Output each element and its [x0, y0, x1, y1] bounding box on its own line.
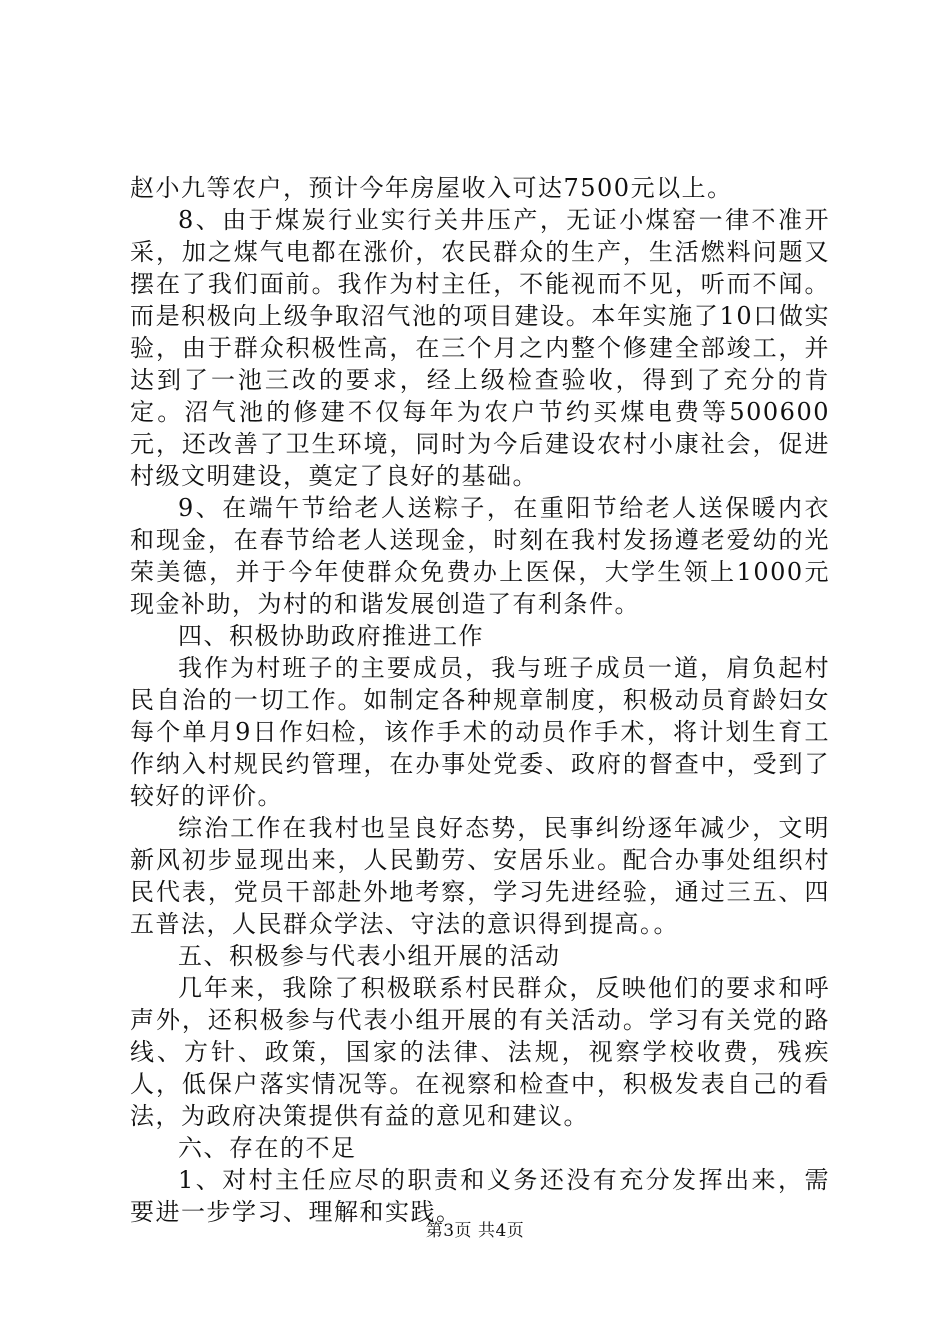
section-heading: 四、积极协助政府推进工作	[178, 622, 484, 650]
paragraph: 1、对村主任应尽的职责和义务还没有充分发挥出来，需要进一步学习、理解和实践。	[130, 1166, 830, 1226]
paragraph: 综治工作在我村也呈良好态势，民事纠纷逐年减少，文明新风初步显现出来，人民勤劳、安居乐业。配合办事处组织村民代表，党员干部赴外地考察，学习先进经验，通过三五、四五普法，人民群众学法、守法的意识得到提高。。	[130, 814, 830, 938]
section-heading: 六、存在的不足	[178, 1134, 357, 1162]
paragraph: 几年来，我除了积极联系村民群众，反映他们的要求和呼声外，还积极参与代表小组开展的有关活动。学习有关党的路线、方针、政策，国家的法律、法规，视察学校收费，残疾人，低保户落实情况等。在视察和检查中，积极发表自己的看法，为政府决策提供有益的意见和建议。	[130, 974, 830, 1130]
section-heading: 五、积极参与代表小组开展的活动	[178, 942, 561, 970]
paragraph: 赵小九等农户，预计今年房屋收入可达7500元以上。	[130, 174, 733, 202]
paragraph: 9、在端午节给老人送粽子，在重阳节给老人送保暖内衣和现金，在春节给老人送现金，时刻在我村发扬遵老爱幼的光荣美德，并于今年使群众免费办上医保，大学生领上1000元现金补助，为村的和谐发展创造了有利条件。	[130, 494, 830, 618]
page-number-footer: 第3页 共4页	[425, 1221, 525, 1241]
paragraph: 8、由于煤炭行业实行关井压产，无证小煤窑一律不准开采，加之煤气电都在涨价，农民群众的生产，生活燃料问题又摆在了我们面前。我作为村主任，不能视而不见，听而不闻。而是积极向上级争取沼气池的项目建设。本年实施了10口做实验，由于群众积极性高，在三个月之内整个修建全部竣工，并达到了一池三改的要求，经上级检查验收，得到了充分的肯定。沼气池的修建不仅每年为农户节约买煤电费等500600元，还改善了卫生环境，同时为今后建设农村小康社会，促进村级文明建设，奠定了良好的基础。	[130, 206, 830, 490]
document-body	[130, 172, 830, 1228]
paragraph: 我作为村班子的主要成员，我与班子成员一道，肩负起村民自治的一切工作。如制定各种规章制度，积极动员育龄妇女每个单月9日作妇检，该作手术的动员作手术，将计划生育工作纳入村规民约管理，在办事处党委、政府的督查中，受到了较好的评价。	[130, 654, 830, 810]
